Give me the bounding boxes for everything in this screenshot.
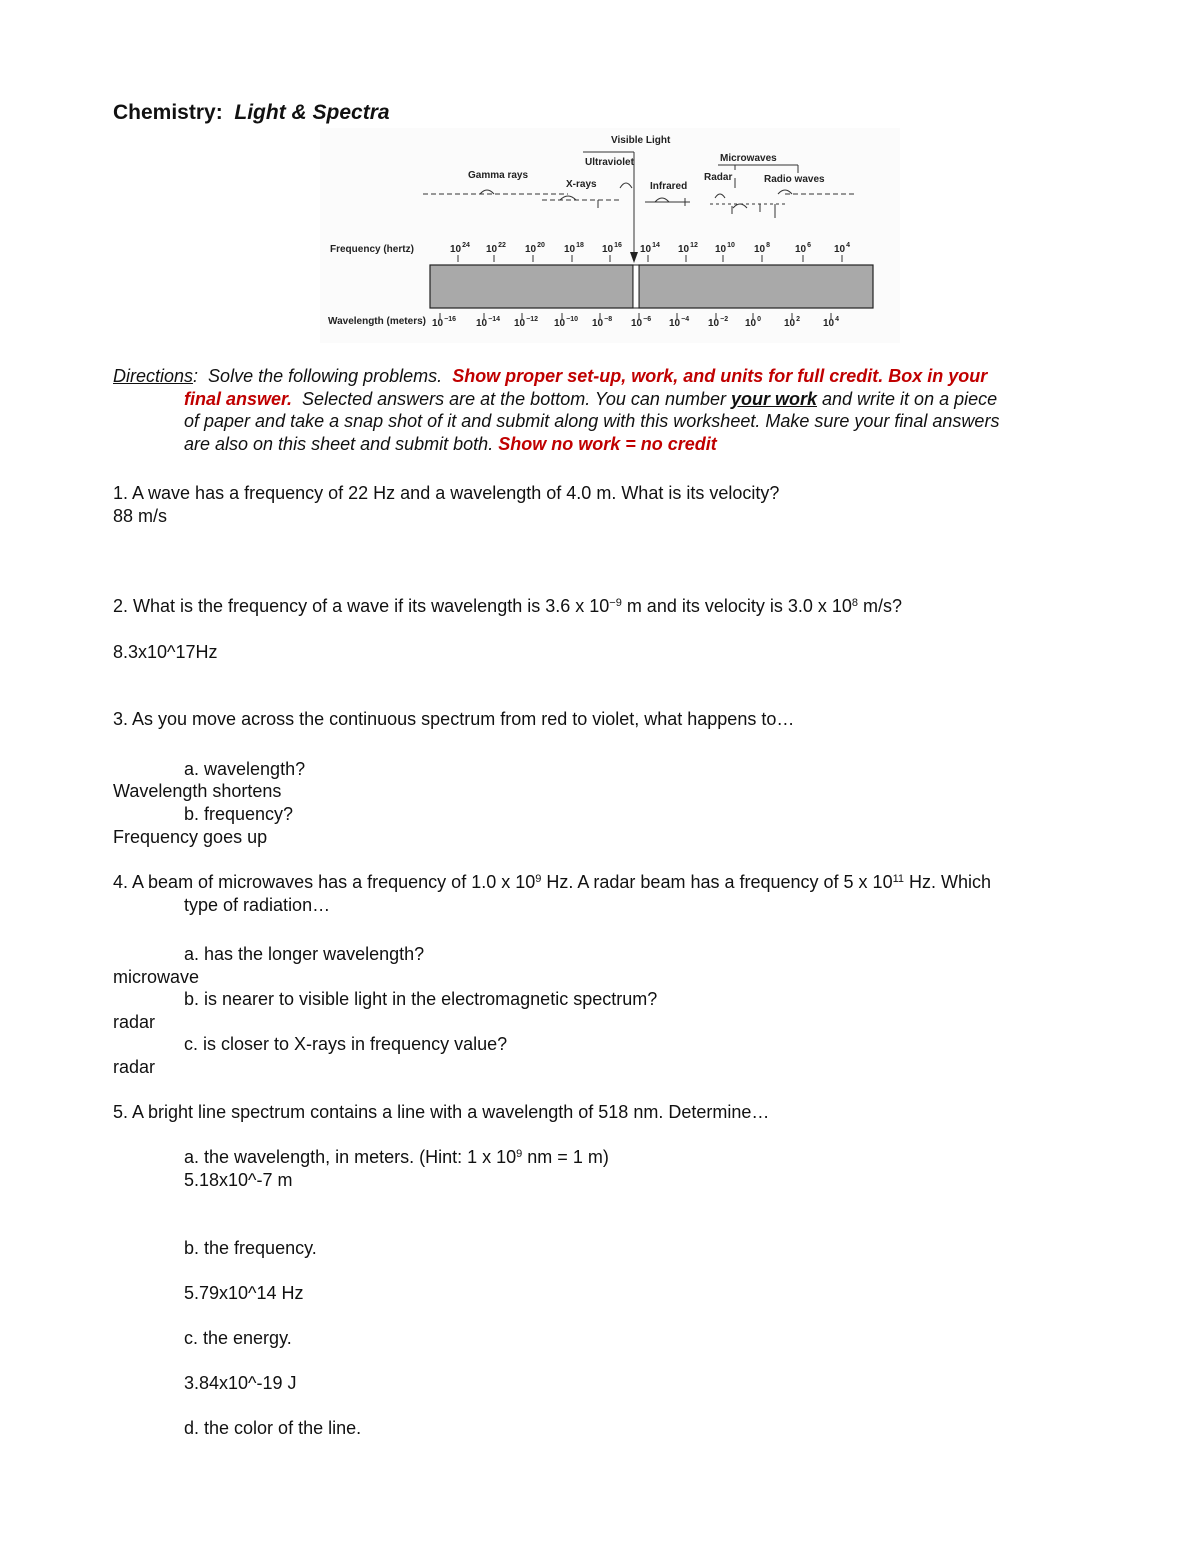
- directions-your-work: your work: [730, 388, 818, 409]
- wavelength-tick-base: 10: [514, 318, 526, 329]
- label-microwaves: Microwaves: [720, 153, 777, 164]
- wavelength-tick-exponent: −10: [566, 316, 578, 323]
- question-5c: c. the energy.: [184, 1328, 292, 1348]
- label-radio-waves: Radio waves: [764, 174, 825, 185]
- question-1: 1. A wave has a frequency of 22 Hz and a wavelength of 4.0 m. What is its velocity?: [113, 483, 780, 503]
- question-3a: a. wavelength?: [184, 759, 306, 779]
- wavelength-tick-exponent: 0: [757, 316, 762, 323]
- wavelength-tick-exponent: −14: [488, 316, 500, 323]
- label-ultraviolet: Ultraviolet: [585, 157, 634, 168]
- question-5a-pre: a. the wavelength, in meters. (Hint: 1 x 10: [184, 1147, 517, 1167]
- wavelength-tick-base: 10: [745, 318, 757, 329]
- directions-text-3: and write it on a piece: [817, 388, 998, 409]
- question-5a-exp: 9: [516, 1148, 523, 1160]
- wavelength-tick-base: 10: [476, 318, 488, 329]
- question-4b: b. is nearer to visible light in the electromagnetic spectrum?: [184, 989, 658, 1009]
- frequency-tick-base: 10: [640, 244, 652, 255]
- answer-1: 88 m/s: [113, 506, 168, 526]
- directions-emphasis-2: final answer.: [184, 388, 293, 409]
- frequency-tick-exponent: 22: [498, 242, 506, 249]
- title-subject: Light & Spectra: [234, 101, 390, 124]
- question-4-pre: 4. A beam of microwaves has a frequency of 1.0 x 10: [113, 872, 536, 892]
- directions-emphasis-3: Show no work = no credit: [498, 433, 717, 454]
- question-2-exp-1: −9: [609, 597, 622, 609]
- question-2: [113, 595, 902, 618]
- label-radar: Radar: [704, 172, 733, 183]
- wavelength-tick-base: 10: [784, 318, 796, 329]
- wavelength-tick-exponent: −8: [604, 316, 613, 323]
- frequency-tick-exponent: 4: [846, 242, 851, 249]
- wavelength-axis-label: Wavelength (meters): [328, 316, 426, 327]
- answer-3b: Frequency goes up: [113, 827, 268, 847]
- wavelength-tick-base: 10: [631, 318, 643, 329]
- answer-2: 8.3x10^17Hz: [113, 642, 218, 662]
- directions-text-4: of paper and take a snap shot of it and submit along with this worksheet. Make sure your final answers: [184, 411, 1000, 431]
- answer-5a: 5.18x10^-7 m: [184, 1170, 293, 1190]
- question-4a: a. has the longer wavelength?: [184, 944, 425, 964]
- visible-light-slot: [633, 265, 639, 308]
- wavelength-tick-exponent: −2: [720, 316, 729, 323]
- frequency-tick-exponent: 14: [652, 242, 660, 249]
- directions-colon: :: [193, 366, 199, 386]
- question-4-exp-1: 9: [535, 873, 542, 885]
- frequency-tick-base: 10: [525, 244, 537, 255]
- question-5a: [184, 1146, 609, 1169]
- frequency-tick-exponent: 18: [576, 242, 584, 249]
- answer-5c: 3.84x10^-19 J: [184, 1373, 297, 1393]
- wavelength-tick-exponent: −12: [526, 316, 538, 323]
- directions-emphasis-1: Show proper set-up, work, and units for full credit. Box in your: [452, 366, 988, 386]
- wavelength-tick-base: 10: [432, 318, 444, 329]
- question-4: [113, 871, 991, 894]
- question-2-post: m/s?: [858, 596, 903, 616]
- label-gamma-rays: Gamma rays: [468, 170, 529, 181]
- wavelength-tick-base: 10: [708, 318, 720, 329]
- directions-text-2: Selected answers are at the bottom. You can number: [292, 388, 731, 409]
- frequency-tick-base: 10: [795, 244, 807, 255]
- wavelength-tick-exponent: −6: [643, 316, 652, 323]
- frequency-tick-base: 10: [678, 244, 690, 255]
- wavelength-tick-exponent: 4: [835, 316, 840, 323]
- question-4-mid: Hz. A radar beam has a frequency of 5 x 10: [541, 872, 893, 892]
- wavelength-tick-exponent: 2: [796, 316, 801, 323]
- wavelength-tick-exponent: −4: [681, 316, 690, 323]
- directions-text-5: are also on this sheet and submit both.: [184, 433, 499, 454]
- question-4c: c. is closer to X-rays in frequency value?: [184, 1034, 508, 1054]
- question-3: 3. As you move across the continuous spectrum from red to violet, what happens to…: [113, 709, 795, 729]
- question-5b: b. the frequency.: [184, 1238, 317, 1258]
- question-5d: d. the color of the line.: [184, 1418, 362, 1438]
- question-3b: b. frequency?: [184, 804, 294, 824]
- wavelength-tick-base: 10: [554, 318, 566, 329]
- answer-4a: microwave: [113, 967, 200, 987]
- answer-5b: 5.79x10^14 Hz: [184, 1283, 304, 1303]
- frequency-tick-exponent: 8: [766, 242, 771, 249]
- label-visible-light: Visible Light: [611, 135, 671, 146]
- frequency-tick-exponent: 6: [807, 242, 812, 249]
- question-2-exp-2: 8: [851, 597, 859, 609]
- frequency-tick-exponent: 16: [614, 242, 622, 249]
- frequency-tick-exponent: 10: [727, 242, 735, 249]
- page-title: [113, 101, 390, 125]
- wavelength-tick-exponent: −16: [444, 316, 456, 323]
- frequency-tick-exponent: 12: [690, 242, 698, 249]
- frequency-tick-base: 10: [715, 244, 727, 255]
- question-5: 5. A bright line spectrum contains a line with a wavelength of 518 nm. Determine…: [113, 1102, 770, 1122]
- answer-4b: radar: [113, 1012, 156, 1032]
- frequency-tick-exponent: 24: [462, 242, 470, 249]
- em-spectrum-figure: [320, 128, 900, 343]
- label-infrared: Infrared: [650, 181, 688, 192]
- frequency-axis-label: Frequency (hertz): [330, 244, 414, 255]
- spectrum-band-right: [639, 265, 873, 308]
- answer-3a: Wavelength shortens: [113, 781, 282, 801]
- question-2-pre: 2. What is the frequency of a wave if its wavelength is 3.6 x 10: [113, 596, 610, 616]
- frequency-tick-exponent: 20: [537, 242, 545, 249]
- question-4-post: Hz. Which: [904, 872, 992, 892]
- question-4-line-2: type of radiation…: [184, 895, 331, 915]
- directions: [113, 365, 1088, 455]
- wavelength-tick-base: 10: [592, 318, 604, 329]
- frequency-tick-base: 10: [564, 244, 576, 255]
- wavelength-tick-base: 10: [669, 318, 681, 329]
- spectrum-band-left: [430, 265, 633, 308]
- wavelength-tick-base: 10: [823, 318, 835, 329]
- directions-label: Directions: [113, 366, 194, 386]
- frequency-tick-base: 10: [450, 244, 462, 255]
- frequency-tick-base: 10: [754, 244, 766, 255]
- question-5a-post: nm = 1 m): [522, 1147, 609, 1167]
- frequency-tick-base: 10: [602, 244, 614, 255]
- question-4-exp-2: 11: [892, 873, 904, 885]
- title-prefix: Chemistry:: [113, 101, 223, 124]
- question-2-mid: m and its velocity is 3.0 x 10: [621, 596, 852, 616]
- label-x-rays: X-rays: [566, 179, 597, 190]
- frequency-tick-base: 10: [486, 244, 498, 255]
- directions-text-1: Solve the following problems.: [198, 366, 453, 386]
- answer-4c: radar: [113, 1057, 156, 1077]
- frequency-tick-base: 10: [834, 244, 846, 255]
